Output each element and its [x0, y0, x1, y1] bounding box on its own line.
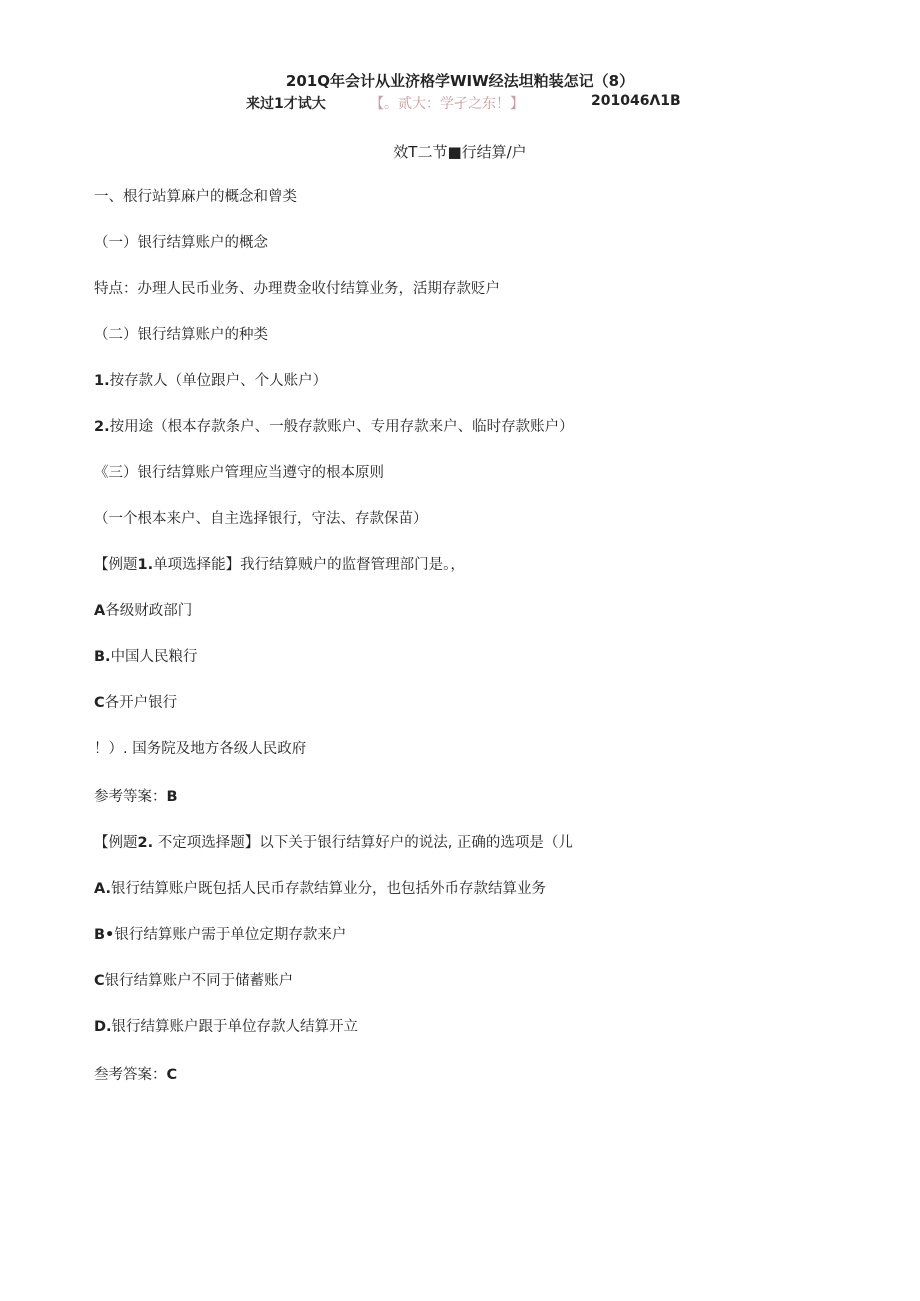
source-label: 来过1才试大: [246, 96, 326, 112]
answer-2: [94, 1063, 177, 1084]
option-text: 银行结算账户既包括人民币存款结算业分，也包括外币存款结算业务: [111, 881, 546, 897]
document-meta-line: [0, 93, 920, 113]
option-marker: B•: [94, 927, 115, 943]
list-marker: 2.: [94, 419, 110, 435]
answer-label: 参考等案：: [94, 789, 167, 805]
date-label: 201046Λ1B: [591, 93, 681, 109]
example-number: 1.: [137, 557, 154, 573]
subheading-types: （二）银行结算账户的种类: [94, 327, 268, 343]
example-text: 单项选择能】我行结算贼户的监督管理部门是。，: [153, 557, 465, 573]
answer-value: B: [166, 789, 178, 805]
option-c: [94, 969, 293, 990]
example-text: 不定项选择题】以下关于银行结算好户的说法, 正确的选项是（儿: [153, 835, 573, 851]
option-d: ！）. 国务院及地方各级人民政府: [94, 741, 307, 757]
subheading-principles: 《三）银行结算账户管理应当遵守的根本原则: [94, 465, 384, 481]
answer-label: 叁考答案：: [94, 1067, 167, 1083]
option-text: 中国人民粮行: [110, 649, 198, 665]
option-marker: C: [94, 973, 105, 989]
list-marker: 1.: [94, 373, 110, 389]
option-text: 银行结算账户跟于单位存款人结算开立: [111, 1019, 359, 1035]
option-text: 各级财政部门: [105, 603, 193, 619]
example-prefix: 【例题: [94, 557, 138, 573]
example-prefix: 【例题: [94, 835, 138, 851]
list-item-text: 按存款人（单位跟户、个人账户）: [109, 373, 328, 389]
option-c: [94, 691, 177, 712]
document-title: 201Q年会计从业济格学WIW经法坦粕装怎记（8）: [285, 72, 635, 90]
option-marker: D.: [94, 1019, 112, 1035]
option-a: [94, 877, 546, 898]
answer-1: [94, 785, 178, 806]
option-marker: B.: [94, 649, 111, 665]
section-title: 效T二节■行结算/户: [393, 143, 527, 161]
option-marker: A.: [94, 881, 111, 897]
option-marker: C: [94, 695, 105, 711]
paragraph-features: 特点：办理人民币业务、办理费金收付结算业务，活期存款贬户: [94, 281, 500, 297]
example-question-2: [94, 831, 573, 852]
option-text: 银行结算账户不同于储蓄账户: [104, 973, 294, 989]
list-item-text: 按用途（根本存款条户、一般存款账户、专用存款来户、临时存款账户）: [109, 419, 574, 435]
example-question-1: [94, 553, 465, 574]
answer-value: C: [166, 1067, 178, 1083]
paragraph-principles: （一个根本来户、自主选择银行，守法、存款保苗）: [94, 511, 428, 527]
option-text: 各开户银行: [104, 695, 178, 711]
option-marker: A: [94, 603, 106, 619]
heading-concept-and-types: 一、根行站算麻户的概念和曾类: [94, 189, 297, 205]
option-text: 银行结算账户需于单位定期存款来户: [114, 927, 347, 943]
subheading-concept: （一）银行结算账户的概念: [94, 235, 268, 251]
list-item-by-purpose: [94, 415, 574, 436]
list-item-by-depositor: [94, 369, 327, 390]
option-b: [94, 645, 198, 666]
option-b: [94, 923, 346, 944]
example-number: 2.: [137, 835, 154, 851]
option-d: [94, 1015, 358, 1036]
option-a: [94, 599, 192, 620]
slogan-text: 【。贰大：学孑之东！】: [370, 96, 524, 112]
